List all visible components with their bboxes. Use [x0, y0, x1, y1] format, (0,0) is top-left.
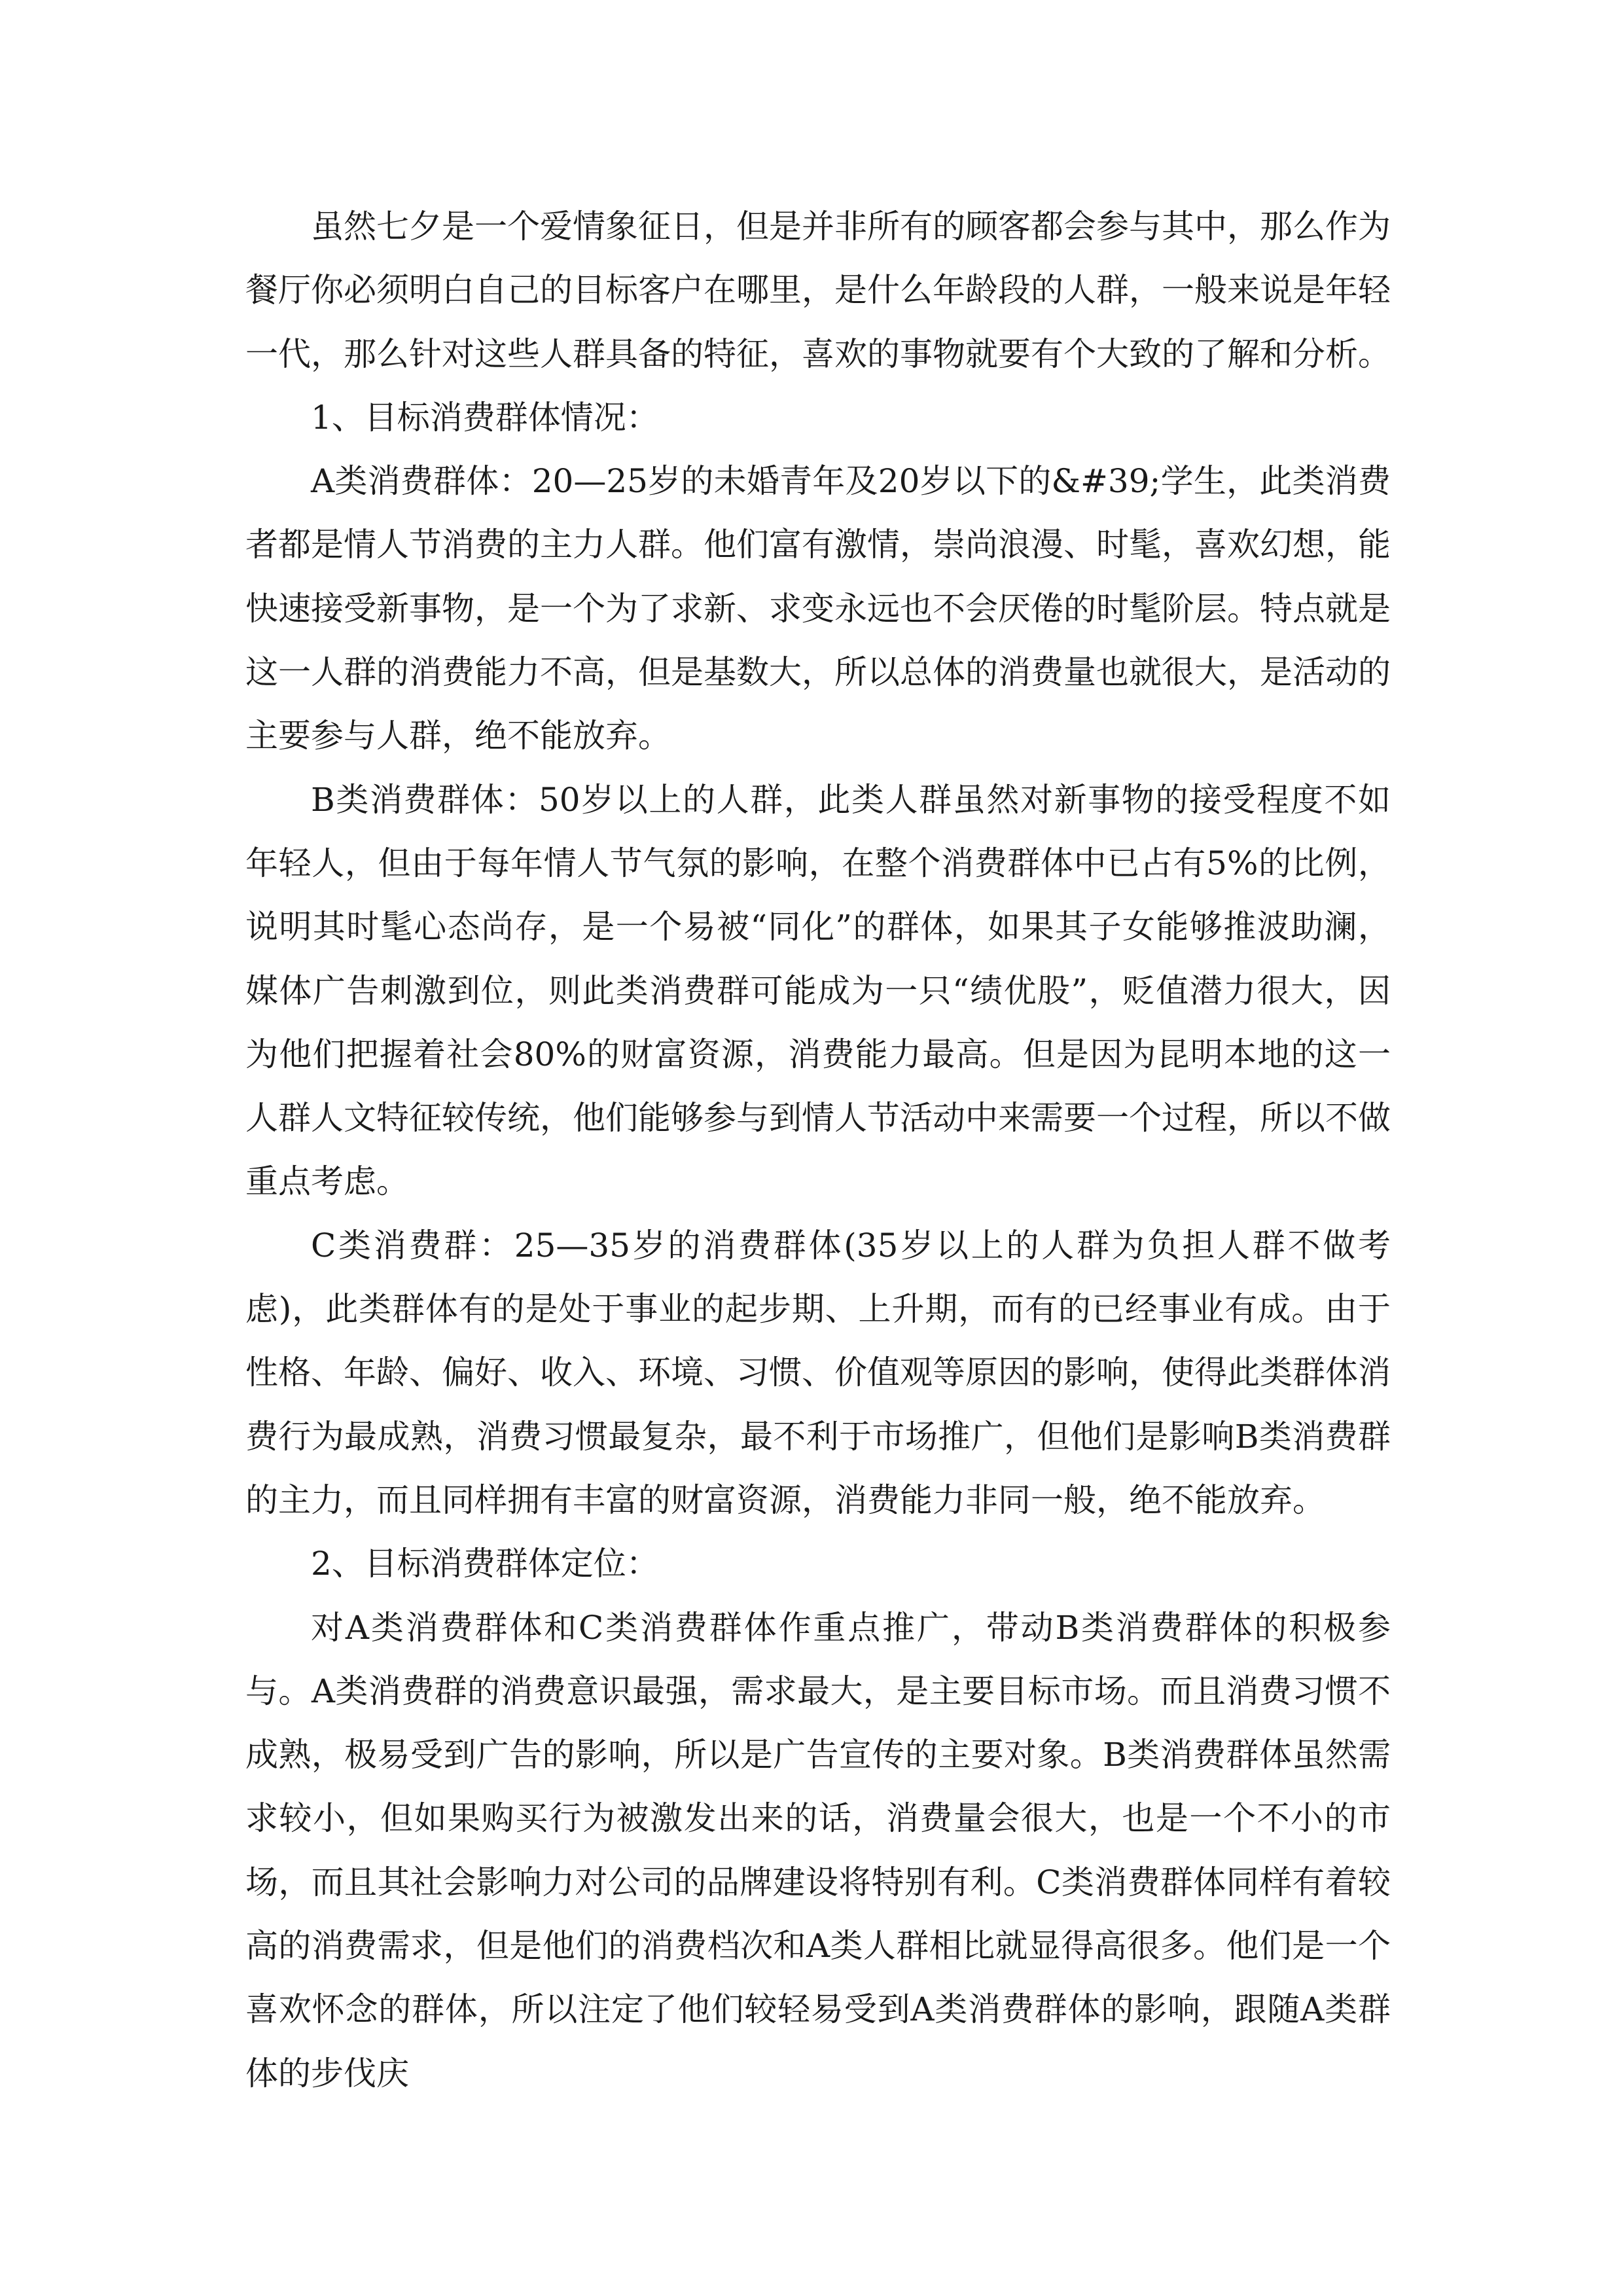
heading-target-groups: 1、目标消费群体情况： — [311, 398, 659, 437]
paragraph-group-c: C类消费群：25—35岁的消费群体(35岁以上的人群为负担人群不做考虑)，此类群体有的是处于事业的起步期、上升期，而有的已经事业有成。由于性格、年龄、偏好、收入、环境、习惯、价值观等原因的影响，使得此类群体消费行为最成熟，消费习惯最复杂，最不利于市场推广，但他们是影响B类消费群的主力，而且同样拥有丰富的财富资源，消费能力非同一般，绝不能放弃。 — [245, 1226, 1391, 1519]
paragraph-positioning: 对A类消费群体和C类消费群体作重点推广，带动B类消费群体的积极参与。A类消费群的消费意识最强，需求最大，是主要目标市场。而且消费习惯不成熟，极易受到广告的影响，所以是广告宣传的主要对象。B类消费群体虽然需求较小，但如果购买行为被激发出来的话，消费量会很大，也是一个不小的市场，而且其社会影响力对公司的品牌建设将特别有利。C类消费群体同样有着较高的消费需求，但是他们的消费档次和A类人群相比就显得高很多。他们是一个喜欢怀念的群体，所以注定了他们较轻易受到A类消费群体的影响，跟随A类群体的步伐庆 — [245, 1608, 1391, 2092]
paragraph-group-b: B类消费群体：50岁以上的人群，此类人群虽然对新事物的接受程度不如年轻人，但由于每年情人节气氛的影响，在整个消费群体中已占有5%的比例，说明其时髦心态尚存，是一个易被“同化”的群体，如果其子女能够推波助澜，媒体广告刺激到位，则此类消费群可能成为一只“绩优股”，贬值潜力很大，因为他们把握着社会80%的财富资源，消费能力最高。但是因为昆明本地的这一人群人文特征较传统，他们能够参与到情人节活动中来需要一个过程，所以不做重点考虑。 — [245, 780, 1391, 1201]
paragraph-group-a: A类消费群体：20—25岁的未婚青年及20岁以下的&#39;学生，此类消费者都是情人节消费的主力人群。他们富有激情，崇尚浪漫、时髦，喜欢幻想，能快速接受新事物，是一个为了求新、求变永远也不会厌倦的时髦阶层。特点就是这一人群的消费能力不高，但是基数大，所以总体的消费量也就很大，是活动的主要参与人群，绝不能放弃。 — [245, 462, 1391, 755]
paragraph-intro: 虽然七夕是一个爱情象征日，但是并非所有的顾客都会参与其中，那么作为餐厅你必须明白自己的目标客户在哪里，是什么年龄段的人群，一般来说是年轻一代，那么针对这些人群具备的特征，喜欢的事物就要有个大致的了解和分析。 — [245, 207, 1391, 373]
document-body — [245, 195, 1391, 2106]
heading-target-positioning: 2、目标消费群体定位： — [311, 1545, 659, 1583]
